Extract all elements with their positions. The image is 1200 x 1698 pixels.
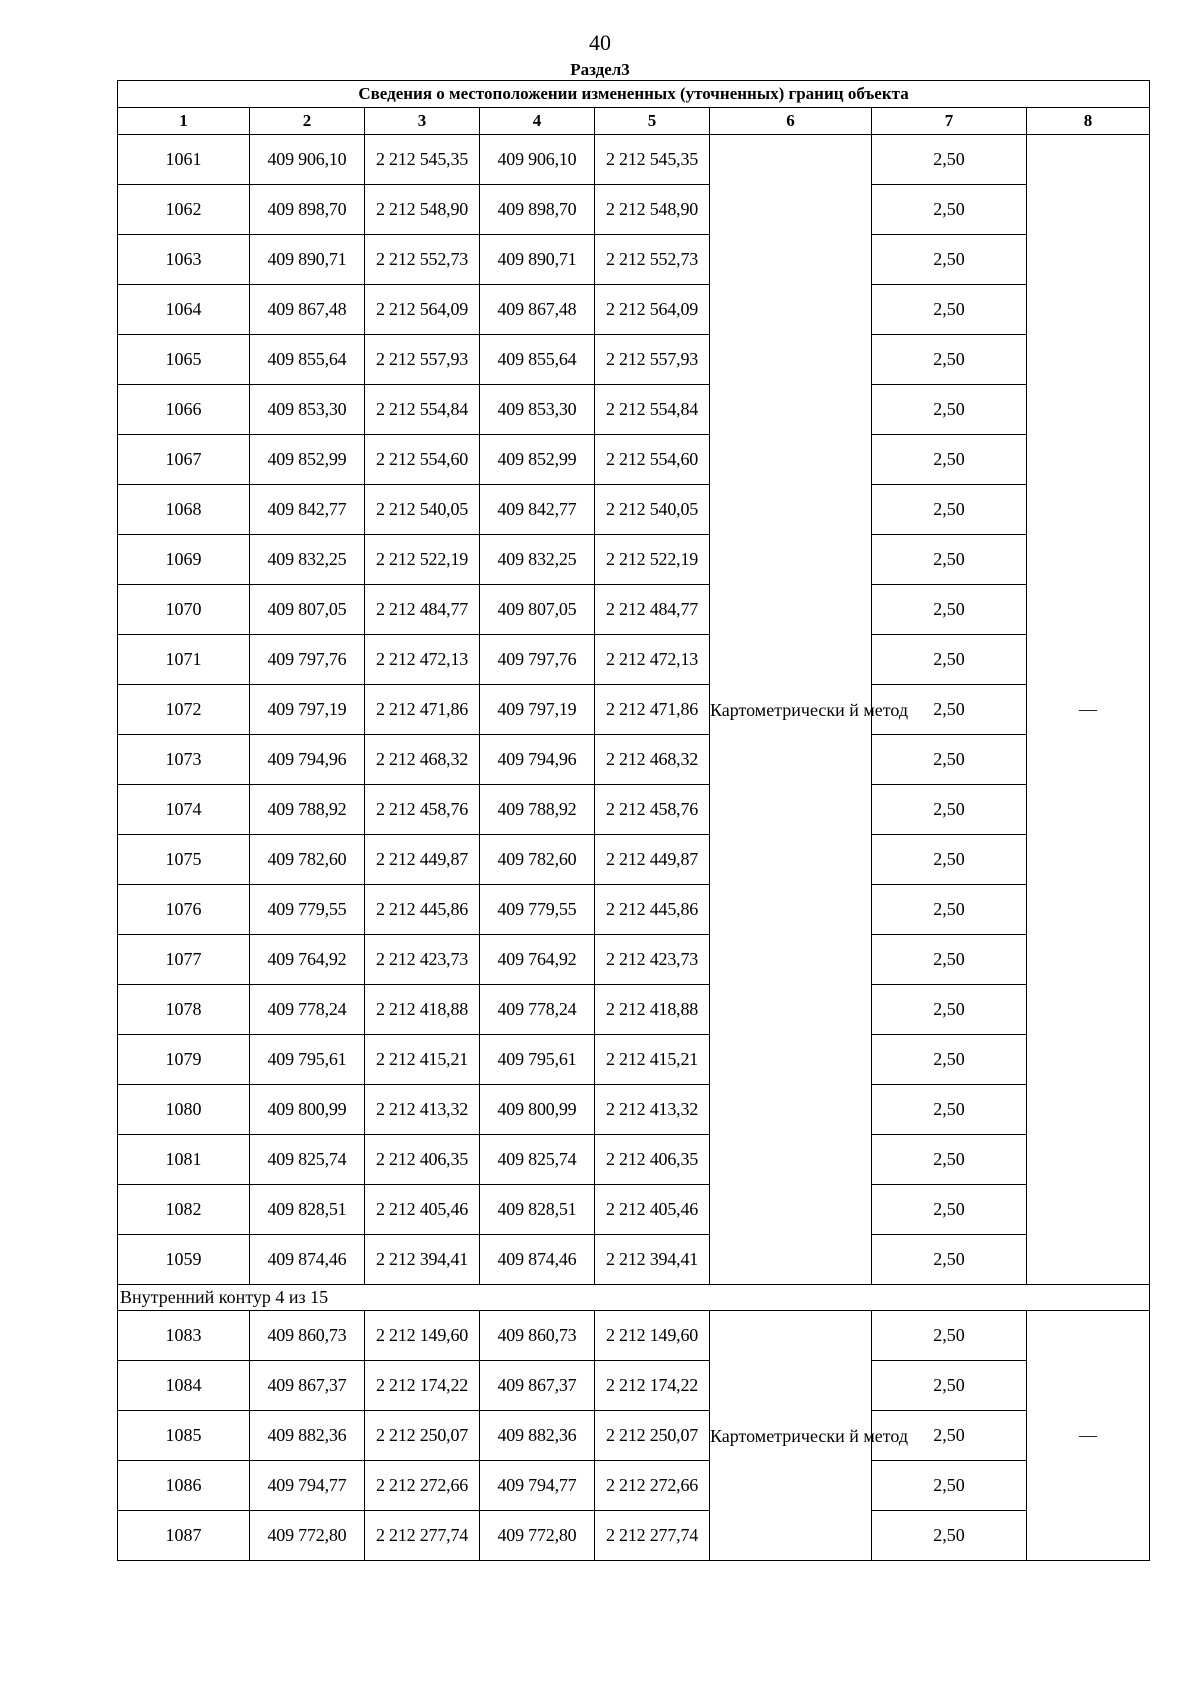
point-number-cell: 1085 [118,1411,250,1461]
precision-cell: 2,50 [872,1511,1027,1561]
point-number-cell: 1082 [118,1185,250,1235]
x-coord-cell: 409 874,46 [250,1235,365,1285]
description-cell: — [1027,135,1150,1285]
y-coord-cell: 2 212 472,13 [365,635,480,685]
y-coord-cell: 2 212 468,32 [365,735,480,785]
y-coord-cell: 2 212 174,22 [595,1361,710,1411]
boundary-table [117,80,1150,1561]
y-coord-cell: 2 212 548,90 [595,185,710,235]
x-coord-cell: 409 794,96 [480,735,595,785]
table-row [118,1311,1150,1361]
x-coord-cell: 409 795,61 [480,1035,595,1085]
contour-label: Внутренний контур 4 из 15 [118,1285,1150,1311]
precision-cell: 2,50 [872,535,1027,585]
y-coord-cell: 2 212 415,21 [595,1035,710,1085]
x-coord-cell: 409 797,76 [480,635,595,685]
table-row [118,635,1150,685]
precision-cell: 2,50 [872,1411,1027,1461]
point-number-cell: 1076 [118,885,250,935]
point-number-cell: 1063 [118,235,250,285]
y-coord-cell: 2 212 394,41 [365,1235,480,1285]
y-coord-cell: 2 212 472,13 [595,635,710,685]
y-coord-cell: 2 212 554,60 [595,435,710,485]
y-coord-cell: 2 212 174,22 [365,1361,480,1411]
x-coord-cell: 409 867,37 [250,1361,365,1411]
precision-cell: 2,50 [872,835,1027,885]
column-header: 2 [250,108,365,135]
x-coord-cell: 409 764,92 [480,935,595,985]
y-coord-cell: 2 212 554,84 [365,385,480,435]
y-coord-cell: 2 212 554,60 [365,435,480,485]
x-coord-cell: 409 852,99 [480,435,595,485]
page-number: 40 [589,30,611,55]
y-coord-cell: 2 212 564,09 [365,285,480,335]
x-coord-cell: 409 772,80 [480,1511,595,1561]
point-number-cell: 1059 [118,1235,250,1285]
y-coord-cell: 2 212 557,93 [365,335,480,385]
y-coord-cell: 2 212 272,66 [595,1461,710,1511]
y-coord-cell: 2 212 413,32 [595,1085,710,1135]
y-coord-cell: 2 212 522,19 [595,535,710,585]
precision-cell: 2,50 [872,635,1027,685]
table-row [118,1511,1150,1561]
precision-cell: 2,50 [872,1035,1027,1085]
table-row [118,1035,1150,1085]
table-row [118,735,1150,785]
y-coord-cell: 2 212 423,73 [365,935,480,985]
table-row [118,385,1150,435]
point-number-cell: 1079 [118,1035,250,1085]
x-coord-cell: 409 882,36 [480,1411,595,1461]
point-number-cell: 1068 [118,485,250,535]
x-coord-cell: 409 855,64 [480,335,595,385]
column-header: 4 [480,108,595,135]
y-coord-cell: 2 212 149,60 [595,1311,710,1361]
table-row [118,1185,1150,1235]
point-number-cell: 1073 [118,735,250,785]
precision-cell: 2,50 [872,1461,1027,1511]
x-coord-cell: 409 906,10 [250,135,365,185]
point-number-cell: 1077 [118,935,250,985]
table-body [118,135,1150,1561]
y-coord-cell: 2 212 250,07 [365,1411,480,1461]
precision-cell: 2,50 [872,1185,1027,1235]
precision-cell: 2,50 [872,485,1027,535]
precision-cell: 2,50 [872,585,1027,635]
x-coord-cell: 409 807,05 [480,585,595,635]
x-coord-cell: 409 832,25 [250,535,365,585]
x-coord-cell: 409 855,64 [250,335,365,385]
y-coord-cell: 2 212 413,32 [365,1085,480,1135]
precision-cell: 2,50 [872,435,1027,485]
point-number-cell: 1067 [118,435,250,485]
table-row [118,835,1150,885]
column-header: 5 [595,108,710,135]
point-number-cell: 1065 [118,335,250,385]
precision-cell: 2,50 [872,385,1027,435]
x-coord-cell: 409 832,25 [480,535,595,585]
y-coord-cell: 2 212 423,73 [595,935,710,985]
point-number-cell: 1083 [118,1311,250,1361]
x-coord-cell: 409 764,92 [250,935,365,985]
table-row [118,535,1150,585]
y-coord-cell: 2 212 545,35 [365,135,480,185]
x-coord-cell: 409 890,71 [480,235,595,285]
y-coord-cell: 2 212 552,73 [365,235,480,285]
point-number-cell: 1074 [118,785,250,835]
x-coord-cell: 409 842,77 [250,485,365,535]
y-coord-cell: 2 212 449,87 [365,835,480,885]
y-coord-cell: 2 212 564,09 [595,285,710,335]
table-caption: Сведения о местоположении измененных (уточненных) границ объекта [118,81,1150,108]
y-coord-cell: 2 212 406,35 [595,1135,710,1185]
y-coord-cell: 2 212 445,86 [595,885,710,935]
table-caption-row [118,81,1150,108]
y-coord-cell: 2 212 545,35 [595,135,710,185]
x-coord-cell: 409 860,73 [250,1311,365,1361]
precision-cell: 2,50 [872,1085,1027,1135]
table-row [118,1235,1150,1285]
precision-cell: 2,50 [872,985,1027,1035]
y-coord-cell: 2 212 415,21 [365,1035,480,1085]
point-number-cell: 1086 [118,1461,250,1511]
x-coord-cell: 409 842,77 [480,485,595,535]
y-coord-cell: 2 212 272,66 [365,1461,480,1511]
description-cell: — [1027,1311,1150,1561]
x-coord-cell: 409 906,10 [480,135,595,185]
x-coord-cell: 409 782,60 [250,835,365,885]
x-coord-cell: 409 898,70 [250,185,365,235]
table-row [118,1085,1150,1135]
column-header: 1 [118,108,250,135]
y-coord-cell: 2 212 468,32 [595,735,710,785]
x-coord-cell: 409 800,99 [250,1085,365,1135]
column-header: 7 [872,108,1027,135]
x-coord-cell: 409 794,77 [480,1461,595,1511]
column-header: 3 [365,108,480,135]
x-coord-cell: 409 807,05 [250,585,365,635]
x-coord-cell: 409 797,19 [480,685,595,735]
y-coord-cell: 2 212 394,41 [595,1235,710,1285]
precision-cell: 2,50 [872,685,1027,735]
x-coord-cell: 409 778,24 [250,985,365,1035]
y-coord-cell: 2 212 418,88 [595,985,710,1035]
x-coord-cell: 409 794,96 [250,735,365,785]
x-coord-cell: 409 860,73 [480,1311,595,1361]
point-number-cell: 1070 [118,585,250,635]
table-row [118,885,1150,935]
table-row [118,685,1150,735]
y-coord-cell: 2 212 277,74 [365,1511,480,1561]
precision-cell: 2,50 [872,285,1027,335]
y-coord-cell: 2 212 471,86 [365,685,480,735]
column-header: 6 [710,108,872,135]
point-number-cell: 1078 [118,985,250,1035]
y-coord-cell: 2 212 557,93 [595,335,710,385]
precision-cell: 2,50 [872,185,1027,235]
point-number-cell: 1066 [118,385,250,435]
x-coord-cell: 409 794,77 [250,1461,365,1511]
x-coord-cell: 409 853,30 [480,385,595,435]
precision-cell: 2,50 [872,135,1027,185]
y-coord-cell: 2 212 522,19 [365,535,480,585]
point-number-cell: 1075 [118,835,250,885]
x-coord-cell: 409 797,19 [250,685,365,735]
x-coord-cell: 409 800,99 [480,1085,595,1135]
y-coord-cell: 2 212 445,86 [365,885,480,935]
x-coord-cell: 409 797,76 [250,635,365,685]
section-title: Раздел3 [570,60,630,79]
point-number-cell: 1071 [118,635,250,685]
table-row [118,235,1150,285]
column-header-row [118,108,1150,135]
table-row [118,485,1150,535]
x-coord-cell: 409 795,61 [250,1035,365,1085]
y-coord-cell: 2 212 418,88 [365,985,480,1035]
contour-label-row [118,1285,1150,1311]
x-coord-cell: 409 882,36 [250,1411,365,1461]
x-coord-cell: 409 890,71 [250,235,365,285]
x-coord-cell: 409 852,99 [250,435,365,485]
method-cell: Картометрически й метод [710,1311,872,1561]
table-row [118,435,1150,485]
point-number-cell: 1080 [118,1085,250,1135]
point-number-cell: 1081 [118,1135,250,1185]
table-row [118,185,1150,235]
x-coord-cell: 409 828,51 [480,1185,595,1235]
x-coord-cell: 409 874,46 [480,1235,595,1285]
point-number-cell: 1061 [118,135,250,185]
x-coord-cell: 409 788,92 [250,785,365,835]
x-coord-cell: 409 867,37 [480,1361,595,1411]
x-coord-cell: 409 772,80 [250,1511,365,1561]
table-row [118,1135,1150,1185]
y-coord-cell: 2 212 458,76 [595,785,710,835]
y-coord-cell: 2 212 449,87 [595,835,710,885]
table-row [118,935,1150,985]
table-row [118,335,1150,385]
precision-cell: 2,50 [872,235,1027,285]
point-number-cell: 1062 [118,185,250,235]
x-coord-cell: 409 825,74 [250,1135,365,1185]
point-number-cell: 1069 [118,535,250,585]
precision-cell: 2,50 [872,935,1027,985]
column-header: 8 [1027,108,1150,135]
precision-cell: 2,50 [872,335,1027,385]
y-coord-cell: 2 212 149,60 [365,1311,480,1361]
point-number-cell: 1064 [118,285,250,335]
y-coord-cell: 2 212 250,07 [595,1411,710,1461]
y-coord-cell: 2 212 548,90 [365,185,480,235]
table-row [118,135,1150,185]
y-coord-cell: 2 212 277,74 [595,1511,710,1561]
x-coord-cell: 409 782,60 [480,835,595,885]
table-row [118,1361,1150,1411]
x-coord-cell: 409 898,70 [480,185,595,235]
x-coord-cell: 409 853,30 [250,385,365,435]
method-cell: Картометрически й метод [710,135,872,1285]
table-row [118,985,1150,1035]
precision-cell: 2,50 [872,1361,1027,1411]
precision-cell: 2,50 [872,885,1027,935]
y-coord-cell: 2 212 458,76 [365,785,480,835]
x-coord-cell: 409 867,48 [480,285,595,335]
x-coord-cell: 409 825,74 [480,1135,595,1185]
point-number-cell: 1072 [118,685,250,735]
table-row [118,585,1150,635]
x-coord-cell: 409 779,55 [480,885,595,935]
y-coord-cell: 2 212 405,46 [595,1185,710,1235]
x-coord-cell: 409 778,24 [480,985,595,1035]
y-coord-cell: 2 212 552,73 [595,235,710,285]
table-row [118,1461,1150,1511]
y-coord-cell: 2 212 406,35 [365,1135,480,1185]
table-row [118,785,1150,835]
y-coord-cell: 2 212 484,77 [365,585,480,635]
precision-cell: 2,50 [872,735,1027,785]
y-coord-cell: 2 212 540,05 [365,485,480,535]
y-coord-cell: 2 212 540,05 [595,485,710,535]
precision-cell: 2,50 [872,1311,1027,1361]
point-number-cell: 1087 [118,1511,250,1561]
x-coord-cell: 409 828,51 [250,1185,365,1235]
precision-cell: 2,50 [872,785,1027,835]
y-coord-cell: 2 212 554,84 [595,385,710,435]
x-coord-cell: 409 779,55 [250,885,365,935]
y-coord-cell: 2 212 471,86 [595,685,710,735]
x-coord-cell: 409 788,92 [480,785,595,835]
table-row [118,1411,1150,1461]
precision-cell: 2,50 [872,1135,1027,1185]
point-number-cell: 1084 [118,1361,250,1411]
x-coord-cell: 409 867,48 [250,285,365,335]
y-coord-cell: 2 212 405,46 [365,1185,480,1235]
y-coord-cell: 2 212 484,77 [595,585,710,635]
table-row [118,285,1150,335]
precision-cell: 2,50 [872,1235,1027,1285]
